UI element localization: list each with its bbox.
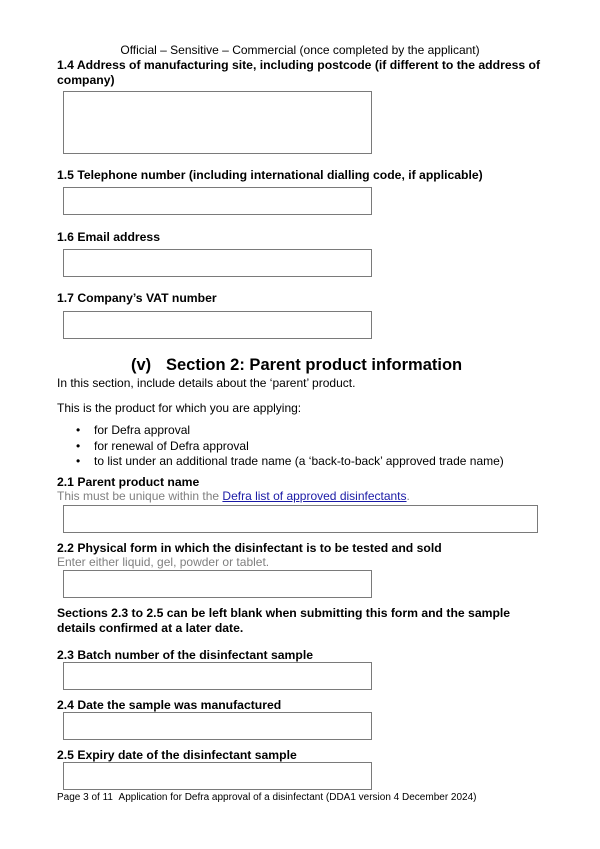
question-2-2-label: 2.2 Physical form in which the disinfectant is to be tested and sold: [57, 541, 442, 555]
list-item: • for Defra approval: [76, 423, 191, 437]
bullet-icon: •: [76, 454, 81, 468]
manufacture-date-field[interactable]: [63, 712, 372, 740]
telephone-field[interactable]: [63, 187, 372, 215]
question-2-3-label: 2.3 Batch number of the disinfectant sample: [57, 648, 313, 662]
parent-product-name-field[interactable]: [63, 505, 538, 533]
bullet-icon: •: [76, 423, 81, 437]
expiry-date-field[interactable]: [63, 762, 372, 790]
section-2-title: Section 2: Parent product information: [166, 356, 463, 374]
section-2-intro: In this section, include details about the ‘parent’ product.: [57, 376, 356, 390]
defra-approved-list-link[interactable]: Defra list of approved disinfectants: [222, 489, 407, 503]
vat-number-field[interactable]: [63, 311, 372, 339]
question-1-7-label: 1.7 Company’s VAT number: [57, 291, 217, 305]
page-number: Page 3 of 11: [57, 792, 113, 803]
batch-number-field[interactable]: [63, 662, 372, 690]
document-title: Application for Defra approval of a disinfectant (DDA1 version 4 December 2024): [118, 792, 477, 803]
question-1-4-label: 1.4 Address of manufacturing site, including postcode (if different to the address of company): [57, 58, 541, 87]
list-item: • to list under an additional trade name (a ‘back-to-back’ approved trade name): [76, 454, 504, 468]
purpose-list: [57, 423, 557, 470]
question-2-5-label: 2.5 Expiry date of the disinfectant sample: [57, 748, 297, 762]
email-field[interactable]: [63, 249, 372, 277]
section-2-purpose: This is the product for which you are applying:: [57, 401, 302, 415]
bullet-icon: •: [76, 438, 81, 453]
section-2-number: (v): [131, 356, 152, 374]
address-field[interactable]: [63, 91, 372, 154]
physical-form-field[interactable]: [63, 570, 372, 598]
question-2-4-label: 2.4 Date the sample was manufactured: [57, 698, 282, 712]
question-1-5-label: 1.5 Telephone number (including international dialling code, if applicable): [57, 168, 483, 182]
question-2-1-hint: This must be unique within the Defra list of approved disinfectants.: [57, 489, 410, 503]
page-footer: [57, 792, 477, 803]
list-item: • for renewal of Defra approval: [76, 438, 249, 453]
question-2-1-label: 2.1 Parent product name: [57, 475, 200, 489]
optional-sections-note: Sections 2.3 to 2.5 can be left blank when submitting this form and the sample details confirmed at a later date.: [57, 606, 511, 635]
question-1-6-label: 1.6 Email address: [57, 230, 160, 244]
question-2-2-hint: Enter either liquid, gel, powder or tablet.: [57, 555, 270, 569]
classification-header: Official – Sensitive – Commercial (once completed by the applicant): [120, 43, 480, 57]
